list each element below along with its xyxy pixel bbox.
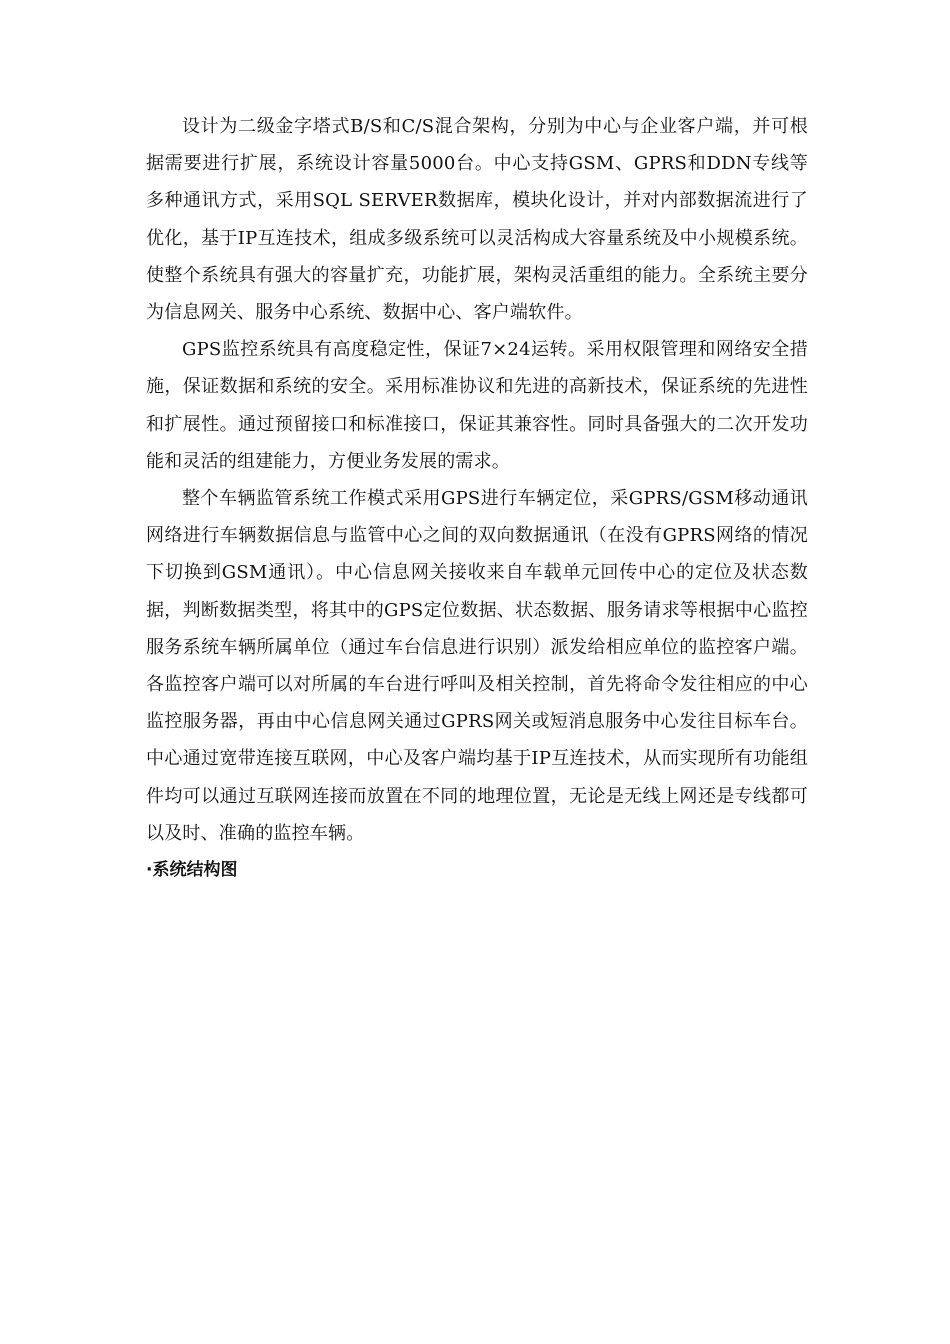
paragraph-working-mode: 整个车辆监管系统工作模式采用GPS进行车辆定位，采GPRS/GSM移动通讯网络进行车辆数据信息与监管中心之间的双向数据通讯（在没有GPRS网络的情况下切换到GSM通讯）。中心信息网关接收来自车载单元回传中心的定位及状态数据，判断数据类型，将其中的GPS定位数据、状态数据、服务请求等根据中心监控服务系统车辆所属单位（通过车台信息进行识别）派发给相应单位的监控客户端。各监控客户端可以对所属的车台进行呼叫及相关控制，首先将命令发往相应的中心监控服务器，再由中心信息网关通过GPRS网关或短消息服务中心发往目标车台。中心通过宽带连接互联网，中心及客户端均基于IP互连技术，从而实现所有功能组件均可以通过互联网连接而放置在不同的地理位置，无论是无线上网还是专线都可以及时、准确的监控车辆。: [146, 488, 808, 844]
paragraph-stability: GPS监控系统具有高度稳定性，保证7×24运转。采用权限管理和网络安全措施，保证数据和系统的安全。采用标准协议和先进的高新技术，保证系统的先进性和扩展性。通过预留接口和标准接口，保证其兼容性。同时具备强大的二次开发功能和灵活的组建能力，方便业务发展的需求。: [146, 339, 808, 472]
paragraph-architecture: 设计为二级金字塔式B/S和C/S混合架构，分别为中心与企业客户端，并可根据需要进行扩展，系统设计容量5000台。中心支持GSM、GPRS和DDN专线等多种通讯方式，采用SQL SERVER数据库，模块化设计，并对内部数据流进行了优化，基于IP互连技术，组成多级系统可以灵活构成大容量系统及中小规模系统。使整个系统具有强大的容量扩充，功能扩展，架构灵活重组的能力。全系统主要分为信息网关、服务中心系统、数据中心、客户端软件。: [146, 116, 808, 324]
section-heading-system-structure: ·系统结构图: [146, 860, 238, 881]
document-body: [146, 108, 808, 889]
